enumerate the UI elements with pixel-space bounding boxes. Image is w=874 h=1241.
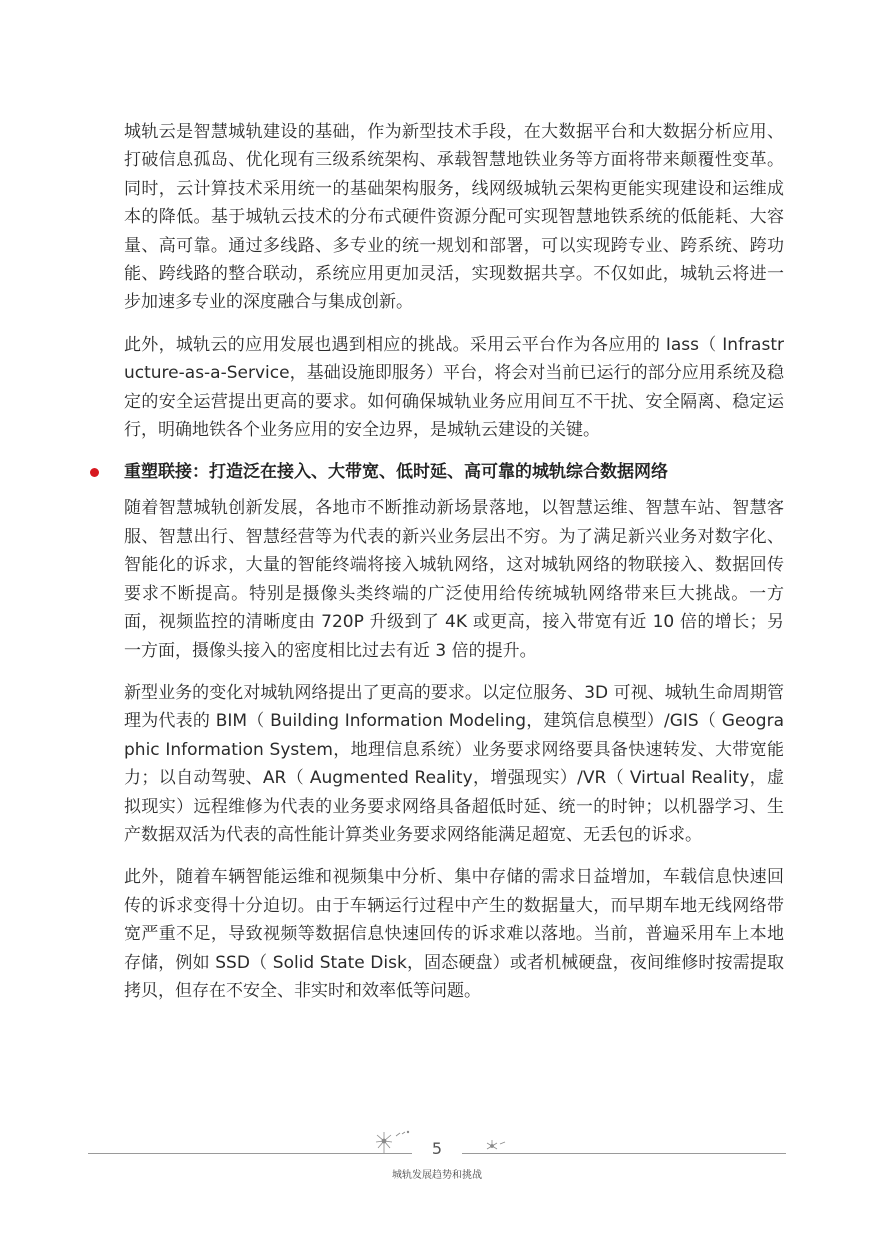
paragraph: 新型业务的变化对城轨网络提出了更高的要求。以定位服务、3D 可视、城轨生命周期管理为代表的 BIM（ Building Information Modeling，建筑信息模型）/GIS（ Geographic Information System，地理信息系统）业务要求网络要具备快速转发、大带宽能力；以自动驾驶、AR（ Augmented Reality，增强现实）/VR（ Virtual Reality，虚拟现实）远程维修为代表的业务要求网络具备超低时延、统一的时钟；以机器学习、生产数据双活为代表的高性能计算类业务要求网络能满足超宽、无丢包的诉求。 xyxy=(124,682,784,845)
section-heading-row xyxy=(124,458,784,486)
page-number: 5 xyxy=(431,1139,443,1158)
document-body xyxy=(124,118,784,1019)
paragraph: 城轨云是智慧城轨建设的基础，作为新型技术手段，在大数据平台和大数据分析应用、打破信息孤岛、优化现有三级系统架构、承载智慧地铁业务等方面将带来颠覆性变革。同时，云计算技术采用统一的基础架构服务，线网级城轨云架构更能实现建设和运维成本的降低。基于城轨云技术的分布式硬件资源分配可实现智慧地铁系统的低能耗、大容量、高可靠。通过多线路、多专业的统一规划和部署，可以实现跨专业、跨系统、跨功能、跨线路的整合联动，系统应用更加灵活，实现数据共享。不仅如此，城轨云将进一步加速多专业的深度融合与集成创新。 xyxy=(124,122,784,313)
paragraph: 此外，城轨云的应用发展也遇到相应的挑战。采用云平台作为各应用的 Iass（ Infrastructure-as-a-Service，基础设施即服务）平台，将会对当前已运行的部分应用系统及稳定的安全运营提出更高的要求。如何确保城轨业务应用间互不干扰、安全隔离、稳定运行，明确地铁各个业务应用的安全边界，是城轨云建设的关键。 xyxy=(124,334,784,441)
bullet-dot-icon xyxy=(90,468,99,477)
paragraph: 此外，随着车辆智能运维和视频集中分析、集中存储的需求日益增加，车载信息快速回传的诉求变得十分迫切。由于车辆运行过程中产生的数据量大，而早期车地无线网络带宽严重不足，导致视频等数据信息快速回传的诉求难以落地。当前，普遍采用车上本地存储，例如 SSD（ Solid State Disk，固态硬盘）或者机械硬盘，夜间维修时按需提取拷贝，但存在不安全、非实时和效率低等问题。 xyxy=(124,867,784,1001)
section-heading: 重塑联接：打造泛在接入、大带宽、低时延、高可靠的城轨综合数据网络 xyxy=(124,462,668,483)
paragraph: 随着智慧城轨创新发展，各地市不断推动新场景落地，以智慧运维、智慧车站、智慧客服、智慧出行、智慧经营等为代表的新兴业务层出不穷。为了满足新兴业务对数字化、智能化的诉求，大量的智能终端将接入城轨网络，这对城轨网络的物联接入、数据回传要求不断提高。特别是摄像头类终端的广泛使用给传统城轨网络带来巨大挑战。一方面，视频监控的清晰度由 720P 升级到了 4K 或更高，接入带宽有近 10 倍的增长；另一方面，摄像头接入的密度相比过去有近 3 倍的提升。 xyxy=(124,498,784,661)
footer-title: 城轨发展趋势和挑战 xyxy=(392,1170,482,1181)
